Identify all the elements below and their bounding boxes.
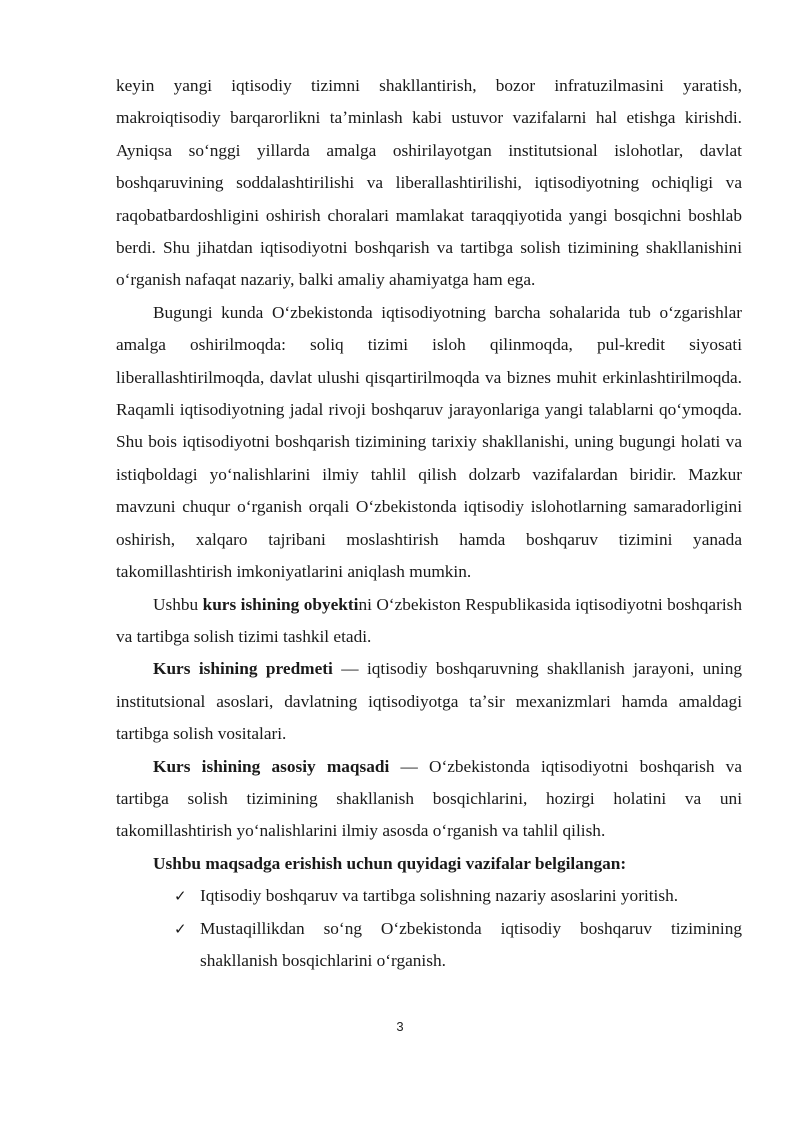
object-text: ni Oʻzbekiston Respublikasida iqtisodiyotni boshqarish va tartibga solish tizimi tashkil etadi. — [116, 594, 742, 646]
goal-text: — Oʻzbekistonda iqtisodiyotni boshqarish va tartibga solish tizimining shakllanish bosqichlarini, hozirgi holatini va uni takomillashtirish yoʻnalishlarini ilmiy asosda oʻrganish va tahlil qilish. — [116, 756, 742, 841]
page-number: 3 — [396, 1019, 404, 1034]
goal-term: Kurs ishining asosiy maqsadi — [153, 756, 390, 776]
list-item — [174, 913, 742, 978]
tasks-heading-text: Ushbu maqsadga erishish uchun quyidagi vazifalar belgilangan: — [153, 853, 627, 873]
paragraph-relevance: Bugungi kunda Oʻzbekistonda iqtisodiyotning barcha sohalarida tub oʻzgarishlar amalga oshirilmoqda: soliq tizimi isloh qilinmoqda, pul-kredit siyosati liberallashtirilmoqda, davlat ulushi qisqartirilmoqda va biznes muhit erkinlashtirilmoqda. Raqamli iqtisodiyotning jadal rivoji boshqaruv jarayonlariga yangi talablarni qoʻymoqda. Shu bois iqtisodiyotni boshqarish tizimining tarixiy shakllanishi, uning bugungi holati va istiqboldagi yoʻnalishlarini ilmiy tahlil qilish dolzarb vazifalardan biridir. Mazkur mavzuni chuqur oʻrganish orqali Oʻzbekistonda iqtisodiy islohotlarning samaradorligini oshirish, xalqaro tajribani moslashtirish hamda boshqaruv tizimini yanada takomillashtirish imkoniyatlarini aniqlash mumkin. — [116, 302, 742, 582]
paragraph-goal — [116, 751, 742, 848]
subject-text: — iqtisodiy boshqaruvning shakllanish jarayoni, uning institutsional asoslari, davlatning iqtisodiyotga taʼsir mexanizmlari hamda amaldagi tartibga solish vositalari. — [116, 659, 742, 744]
task-text: Mustaqillikdan soʻng Oʻzbekistonda iqtisodiy boshqaruv tizimining shakllanish bosqichlarini oʻrganish. — [200, 918, 742, 970]
tasks-list — [116, 880, 742, 977]
paragraph-object — [116, 589, 742, 654]
object-term: kurs ishining obyekti — [202, 594, 359, 614]
paragraph-intro: keyin yangi iqtisodiy tizimni shakllantirish, bozor infratuzilmasini yaratish, makroiqtisodiy barqarorlikni taʼminlash kabi ustuvor vazifalarni hal etishga kirishdi. Ayniqsa soʻnggi yillarda amalga oshirilayotgan institutsional islohotlar, davlat boshqaruvining soddalashtirilishi va liberallashtirilishi, iqtisodiyotning ochiqligi va raqobatbardoshligini oshirish choralari mamlakat taraqqiyotida yangi bosqichni boshlab berdi. Shu jihatdan iqtisodiyotni boshqarish va tartibga solish tizimining shakllanishini oʻrganish nafaqat nazariy, balki amaliy ahamiyatga ham ega. — [116, 76, 742, 290]
task-text: Iqtisodiy boshqaruv va tartibga solishning nazariy asoslarini yoritish. — [200, 886, 679, 906]
document-page — [116, 70, 742, 977]
object-prefix: Ushbu — [153, 594, 203, 614]
tasks-heading — [116, 848, 742, 880]
checkmark-icon: ✓ — [174, 887, 187, 906]
subject-term: Kurs ishining predmeti — [153, 659, 333, 679]
paragraph-subject — [116, 653, 742, 750]
list-item — [174, 880, 742, 912]
checkmark-icon: ✓ — [174, 919, 187, 938]
